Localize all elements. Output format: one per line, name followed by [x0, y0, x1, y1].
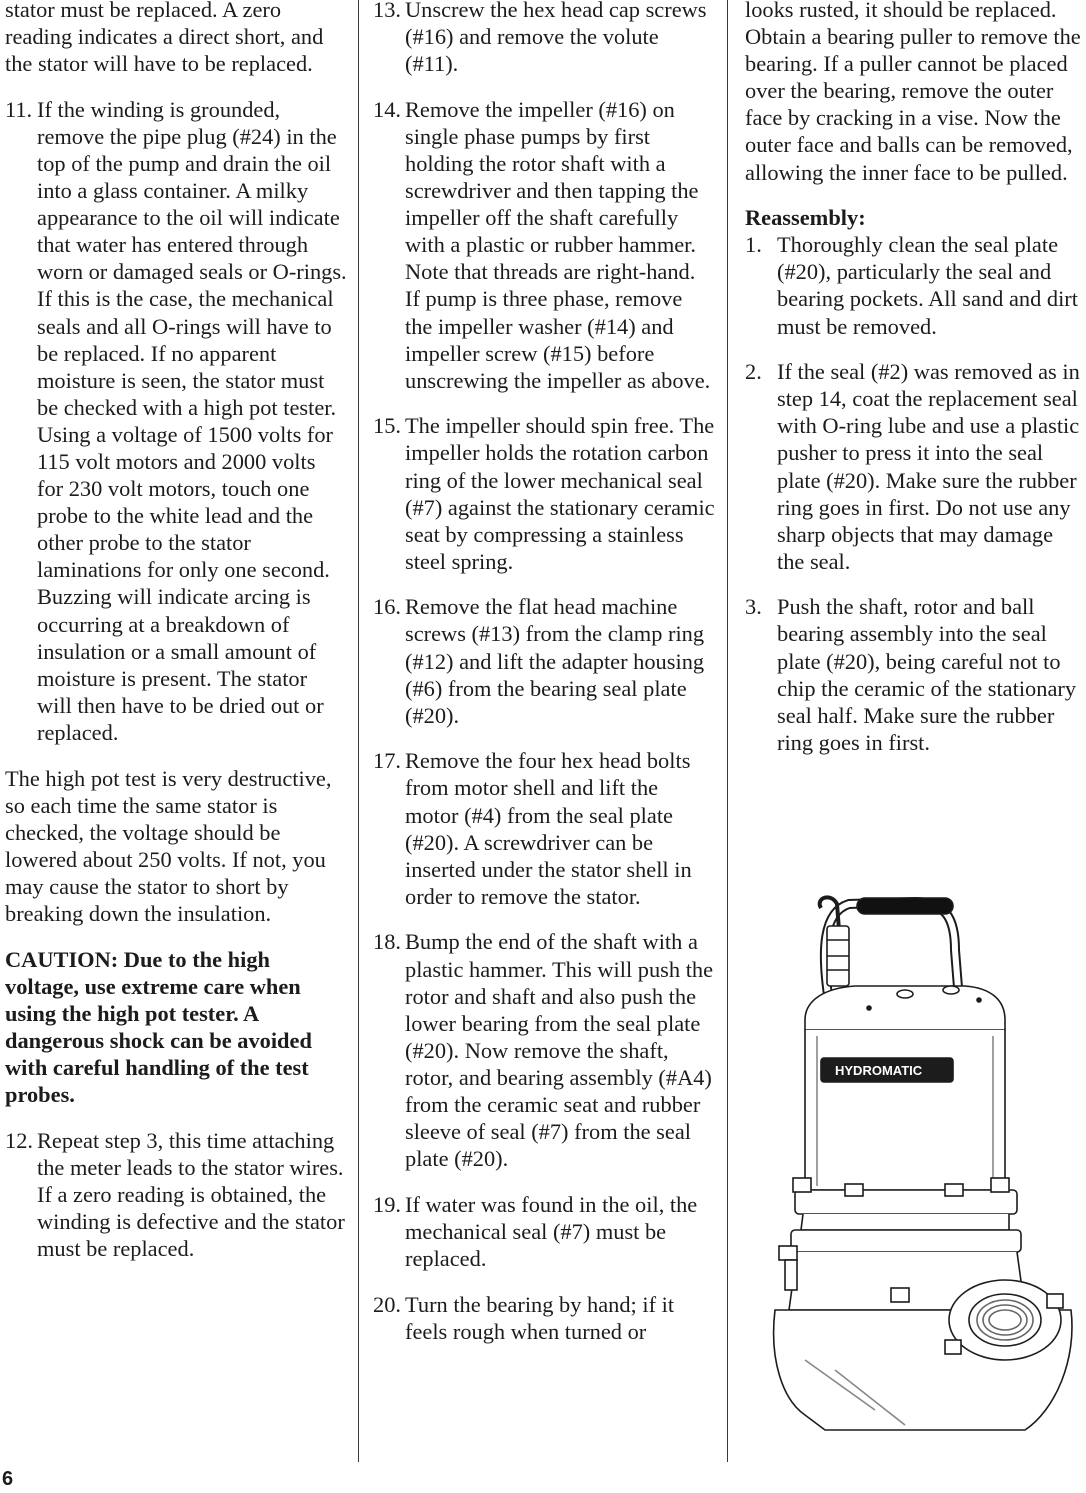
step-17: [373, 747, 715, 910]
high-pot-note: The high pot test is very destructive, so each time the same stator is checked, the voltage should be lowered about 250 volts. If not, you may cause the stator to short by breaking down the insulation.: [5, 765, 332, 926]
bolt-head: [945, 1340, 961, 1354]
column-divider-left: [358, 0, 359, 1462]
column-left: [5, 0, 347, 1281]
step-19: [373, 1191, 715, 1272]
bolt-shaft: [785, 1260, 797, 1290]
motor-housing: [805, 1030, 1005, 1190]
step-text: If the winding is grounded, remove the pipe plug (#24) in the top of the pump and drain the oil into a glass container. A milky appearance to the oil will indicate that water has entered through worn or damaged seals or O-rings. If this is the case, the mechanical seals and all O-rings will have to be replaced. If no apparent moisture is seen, the stator must be checked with a high pot tester. Using a voltage of 1500 volts for 115 volt motors and 2000 volts for 230 volt motors, touch one probe to the white lead and the other probe to the stator laminations for only one second. Buzzing will indicate arcing is occurring at a breakdown of insulation or a small amount of moisture is present. The stator will then have to be dried out or replaced.: [37, 96, 347, 745]
bolt-head: [845, 1184, 863, 1196]
step-number: 15.: [373, 413, 401, 439]
step-number: 18.: [373, 929, 401, 955]
step-text: If the seal (#2) was removed as in step 14, coat the replacement seal with O-ring lube and use a plastic pusher to press it into the seal plate (#20). Make sure the rubber ring goes in first. Do not use any sharp objects that may damage the seal.: [777, 359, 1080, 574]
step-number: 3.: [745, 594, 762, 620]
bolt-head: [779, 1246, 797, 1260]
column-right: [745, 0, 1085, 774]
step-text: Remove the flat head machine screws (#13) from the clamp ring (#12) and lift the adapter housing (#6) from the bearing seal plate (#20).: [405, 594, 705, 728]
top-cap-plug: [943, 986, 959, 994]
column-middle: [373, 0, 715, 1363]
step-text: Bump the end of the shaft with a plastic hammer. This will push the rotor and shaft and also push the lower bearing from the seal plate (#20). Now remove the shaft, rotor, and bearing assembly (#A4) from the ceramic seat and rubber sleeve of seal (#7) from the seal plate (#20).: [405, 929, 714, 1172]
step-13: [373, 0, 715, 77]
pump-illustration: [765, 890, 1085, 1435]
step-text: Unscrew the hex head cap screws (#16) and remove the volute (#11).: [405, 0, 707, 77]
step-number: 13.: [373, 0, 401, 22]
step-text: Remove the impeller (#16) on single phase pumps by first holding the rotor shaft with a screwdriver and then tapping the impeller off the shaft carefully with a plastic or rubber hammer. Note that threads are right-hand. If pump is three phase, remove the impeller washer (#14) and impeller screw (#15) before unscrewing the impeller as above.: [405, 96, 711, 393]
bolt-head: [945, 1184, 963, 1196]
step-text: Push the shaft, rotor and ball bearing assembly into the seal plate (#20), being careful not to chip the ceramic of the stationary seal half. Make sure the rubber ring goes in first.: [777, 594, 1077, 755]
step-text: Remove the four hex head bolts from motor shell and lift the motor (#4) from the seal plate (#20). A screwdriver can be inserted under the stator shell in order to remove the stator.: [405, 748, 692, 909]
step-11: [5, 96, 347, 746]
step-text: The impeller should spin free. The impeller holds the rotation carbon ring of the lower mechanical seal (#7) against the stationary ceramic seat by compressing a stainless steel spring.: [405, 413, 715, 574]
reassembly-step-2: [745, 358, 1085, 575]
step-12: [5, 1127, 347, 1262]
step-18: [373, 928, 715, 1172]
step-number: 12.: [5, 1127, 33, 1153]
step-14: [373, 96, 715, 394]
step-20: [373, 1291, 715, 1345]
upper-flange: [795, 1190, 1017, 1214]
middle-flange: [791, 1230, 1021, 1252]
step-number: 2.: [745, 359, 762, 385]
step-20-continuation: looks rusted, it should be replaced. Obtain a bearing puller to remove the bearing. If a puller cannot be placed over the bearing, remove the outer face by cracking in a vise. Now the outer face and balls can be removed, allowing the inner face to be pulled.: [745, 0, 1081, 185]
step-text: If water was found in the oil, the mechanical seal (#7) must be replaced.: [405, 1191, 698, 1271]
step-text: Turn the bearing by hand; if it feels rough when turned or: [405, 1291, 675, 1344]
top-cap-dot: [867, 1006, 871, 1010]
top-cap-dot: [977, 998, 981, 1002]
step-text: Repeat step 3, this time attaching the meter leads to the stator wires. If a zero reading is obtained, the winding is defective and the stator must be replaced.: [37, 1127, 345, 1262]
step-16: [373, 593, 715, 728]
step-number: 1.: [745, 232, 762, 258]
step-number: 16.: [373, 594, 401, 620]
handle-grip: [857, 898, 953, 914]
step-number: 20.: [373, 1291, 401, 1317]
reassembly-step-1: [745, 231, 1085, 339]
column-divider-right: [727, 0, 728, 1462]
discharge-opening: [969, 1294, 1041, 1346]
caution-warning: CAUTION: Due to the high voltage, use extreme care when using the high pot tester. A dangerous shock can be avoided with careful handling of the test probes.: [5, 946, 312, 1108]
step-number: 11.: [5, 96, 33, 122]
page-number: 6: [2, 1468, 14, 1490]
step-10-continuation: stator must be replaced. A zero reading indicates a direct short, and the stator will have to be replaced.: [5, 0, 324, 77]
bolt-head: [991, 1178, 1009, 1192]
bolt-head: [891, 1288, 909, 1302]
reassembly-heading: Reassembly:: [745, 205, 866, 231]
flange-band: [801, 1214, 1009, 1230]
step-15: [373, 412, 715, 575]
reassembly-step-3: [745, 593, 1085, 756]
step-number: 17.: [373, 748, 401, 774]
bolt-head: [1047, 1294, 1063, 1308]
step-text: Thoroughly clean the seal plate (#20), particularly the seal and bearing pockets. All sand and dirt must be removed.: [777, 232, 1078, 339]
bolt-head: [793, 1178, 811, 1192]
top-cap-hole: [897, 990, 913, 998]
brand-label: HYDROMATIC: [835, 1063, 923, 1078]
step-number: 14.: [373, 96, 401, 122]
step-number: 19.: [373, 1191, 401, 1217]
